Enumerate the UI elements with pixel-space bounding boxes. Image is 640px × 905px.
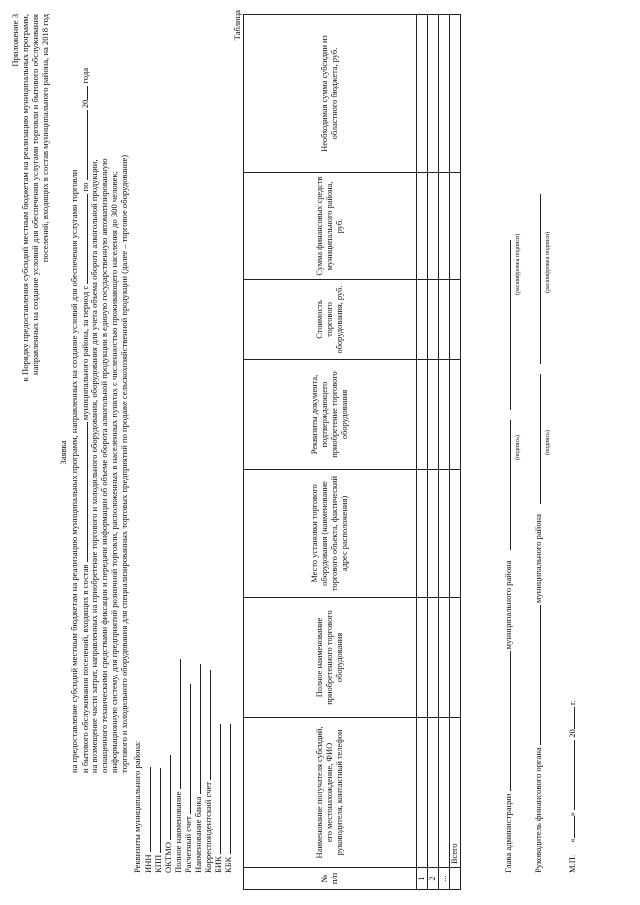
table-cell[interactable]	[428, 173, 439, 280]
table-cell[interactable]	[428, 598, 439, 718]
table-cell[interactable]	[439, 280, 450, 360]
header-equipment-name: Полное наименование приобретенного торгового оборудования	[244, 598, 417, 718]
table-header-row	[244, 15, 417, 890]
finance-district-field[interactable]	[532, 605, 541, 745]
row-number: 1	[417, 868, 428, 890]
application-line-4: оснащенного техническими средствами фиксации и передачи информации об объеме оборота алкогольной продукции в единую государственную автоматизированную	[99, 158, 109, 773]
finance-signature-field[interactable]	[532, 374, 541, 504]
table-cell[interactable]	[428, 470, 439, 598]
head-signature-line: Глава администрации муниципального района	[502, 240, 513, 873]
oktmo-field[interactable]	[162, 755, 171, 840]
district-name-field[interactable]	[79, 422, 88, 562]
requisite-kpp: КПП	[152, 768, 163, 873]
header-recipient: Наименование получателя субсидий, его местонахождение, ФИО руководителя, контактный телефон	[244, 718, 417, 868]
inn-field[interactable]	[142, 767, 151, 852]
table-cell[interactable]	[428, 15, 439, 173]
corr-account-field[interactable]	[202, 670, 211, 780]
table-row	[439, 15, 450, 890]
application-line-3: на возмещение части затрат, направленных на приобретение торгового и холодильного оборудования, оборудования для учета объема оборота алкогольной продукции,	[89, 159, 99, 773]
table-cell[interactable]	[417, 15, 428, 173]
table-cell[interactable]	[450, 598, 461, 718]
application-line-6: торгового и холодильного оборудования для специализированных торговых предприятий по продаже сельскохозяйственной продукции (далее – торговое оборудование)	[119, 154, 129, 773]
table-cell[interactable]	[439, 173, 450, 280]
row-number: 2	[428, 868, 439, 890]
head-district-field[interactable]	[502, 652, 511, 792]
finance-signature-caption: (подпись)	[545, 430, 551, 455]
table-cell	[450, 868, 461, 890]
table-cell[interactable]	[450, 15, 461, 173]
table-cell[interactable]	[450, 280, 461, 360]
stamp-date-line: М.П. «» 20 г.	[567, 700, 577, 873]
requisite-oktmo: ОКТМО	[162, 755, 173, 873]
head-signature-field[interactable]	[502, 420, 511, 550]
table-total-row	[450, 15, 461, 890]
requisite-full-name: Полное наименование	[172, 659, 183, 873]
table-label: Таблица	[232, 10, 242, 41]
head-signature-caption: (подпись)	[515, 435, 521, 460]
table-cell[interactable]	[450, 173, 461, 280]
period-from-field[interactable]	[79, 194, 88, 284]
stamp-label: М.П.	[567, 854, 577, 873]
year-field[interactable]	[79, 86, 88, 100]
table-cell[interactable]	[417, 470, 428, 598]
table-cell[interactable]	[450, 470, 461, 598]
table-cell[interactable]	[450, 360, 461, 470]
table-cell[interactable]	[417, 280, 428, 360]
annex-line-2: направленных на создание условий для обеспечения услугами торговли и бытового обслуживания	[30, 14, 40, 375]
annex-line-1: к Порядку предоставления субсидий местным бюджетам на реализацию муниципальных программ,	[20, 14, 30, 382]
kbk-field[interactable]	[222, 724, 231, 854]
application-line-2: и бытового обслуживания поселений, входящих в состав муниципального района, за период с по 20 года	[80, 67, 90, 773]
finance-signature-line: Руководитель финансового органа муниципального района	[532, 194, 543, 873]
head-name-field[interactable]	[502, 240, 511, 410]
kpp-field[interactable]	[152, 768, 161, 853]
annex-line-3: поселений, входящих в состав муниципального района, на 2018 год	[40, 14, 50, 263]
table-cell[interactable]	[439, 718, 450, 868]
row-number: ...	[439, 868, 450, 890]
requisite-inn: ИНН	[142, 767, 153, 873]
date-month-field[interactable]	[566, 740, 575, 810]
table-row	[417, 15, 428, 890]
application-line-5: информационную систему, для предприятий розничной торговли, расположенных в населенных пунктах с численностью проживающего населения до 300 человек;	[109, 170, 119, 773]
bank-field[interactable]	[192, 665, 201, 795]
finance-name-field[interactable]	[532, 194, 541, 364]
table-cell[interactable]	[417, 360, 428, 470]
table-cell[interactable]	[439, 470, 450, 598]
requisite-bank: Наименование банка	[192, 665, 203, 874]
table-cell[interactable]	[417, 598, 428, 718]
table-cell[interactable]	[428, 718, 439, 868]
table-cell[interactable]	[439, 360, 450, 470]
header-equipment-cost: Стоимость торгового оборудования, руб.	[244, 280, 417, 360]
header-district-funds: Сумма финансовых средств муниципального района, руб.	[244, 173, 417, 280]
requisites-heading: Реквизиты муниципального района:	[132, 740, 142, 873]
application-line-1: на предоставление субсидий местным бюджетам на реализацию муниципальных программ, направленных на создание условий для обеспечения услугами торговли	[69, 169, 79, 773]
table-cell[interactable]	[439, 15, 450, 173]
bik-field[interactable]	[212, 724, 221, 854]
header-installation-place: Место установки торгового оборудования (наименование торгового объекта, фактический адрес расположения)	[244, 470, 417, 598]
account-field[interactable]	[182, 684, 191, 814]
head-name-caption: (расшифровка подписи)	[515, 233, 521, 295]
period-to-field[interactable]	[79, 110, 88, 180]
table-cell[interactable]	[428, 360, 439, 470]
header-document-requisites: Реквизиты документа, подтверждающего приобретение торгового оборудования	[244, 360, 417, 470]
total-label: Всего	[450, 718, 461, 868]
annex-title: Приложение 3	[10, 14, 20, 67]
requisite-bik: БИК	[212, 724, 223, 873]
table-cell[interactable]	[428, 280, 439, 360]
table-row	[428, 15, 439, 890]
subsidy-table	[243, 14, 461, 890]
date-year-field[interactable]	[566, 707, 575, 729]
table-cell[interactable]	[417, 173, 428, 280]
finance-name-caption: (расшифровка подписи)	[545, 231, 551, 293]
application-title: Заявка	[58, 440, 68, 465]
date-day-field[interactable]	[566, 816, 575, 838]
header-number: № п/п	[244, 868, 417, 890]
requisite-account: Расчетный счет	[182, 684, 193, 873]
table-cell[interactable]	[417, 718, 428, 868]
full-name-field[interactable]	[172, 659, 181, 789]
requisite-corr-account: Корреспондентский счет	[202, 670, 213, 873]
header-subsidy-amount: Необходимая сумма субсидии из областного бюджета, руб.	[244, 15, 417, 173]
table-cell[interactable]	[439, 598, 450, 718]
requisite-kbk: КБК	[222, 724, 233, 873]
